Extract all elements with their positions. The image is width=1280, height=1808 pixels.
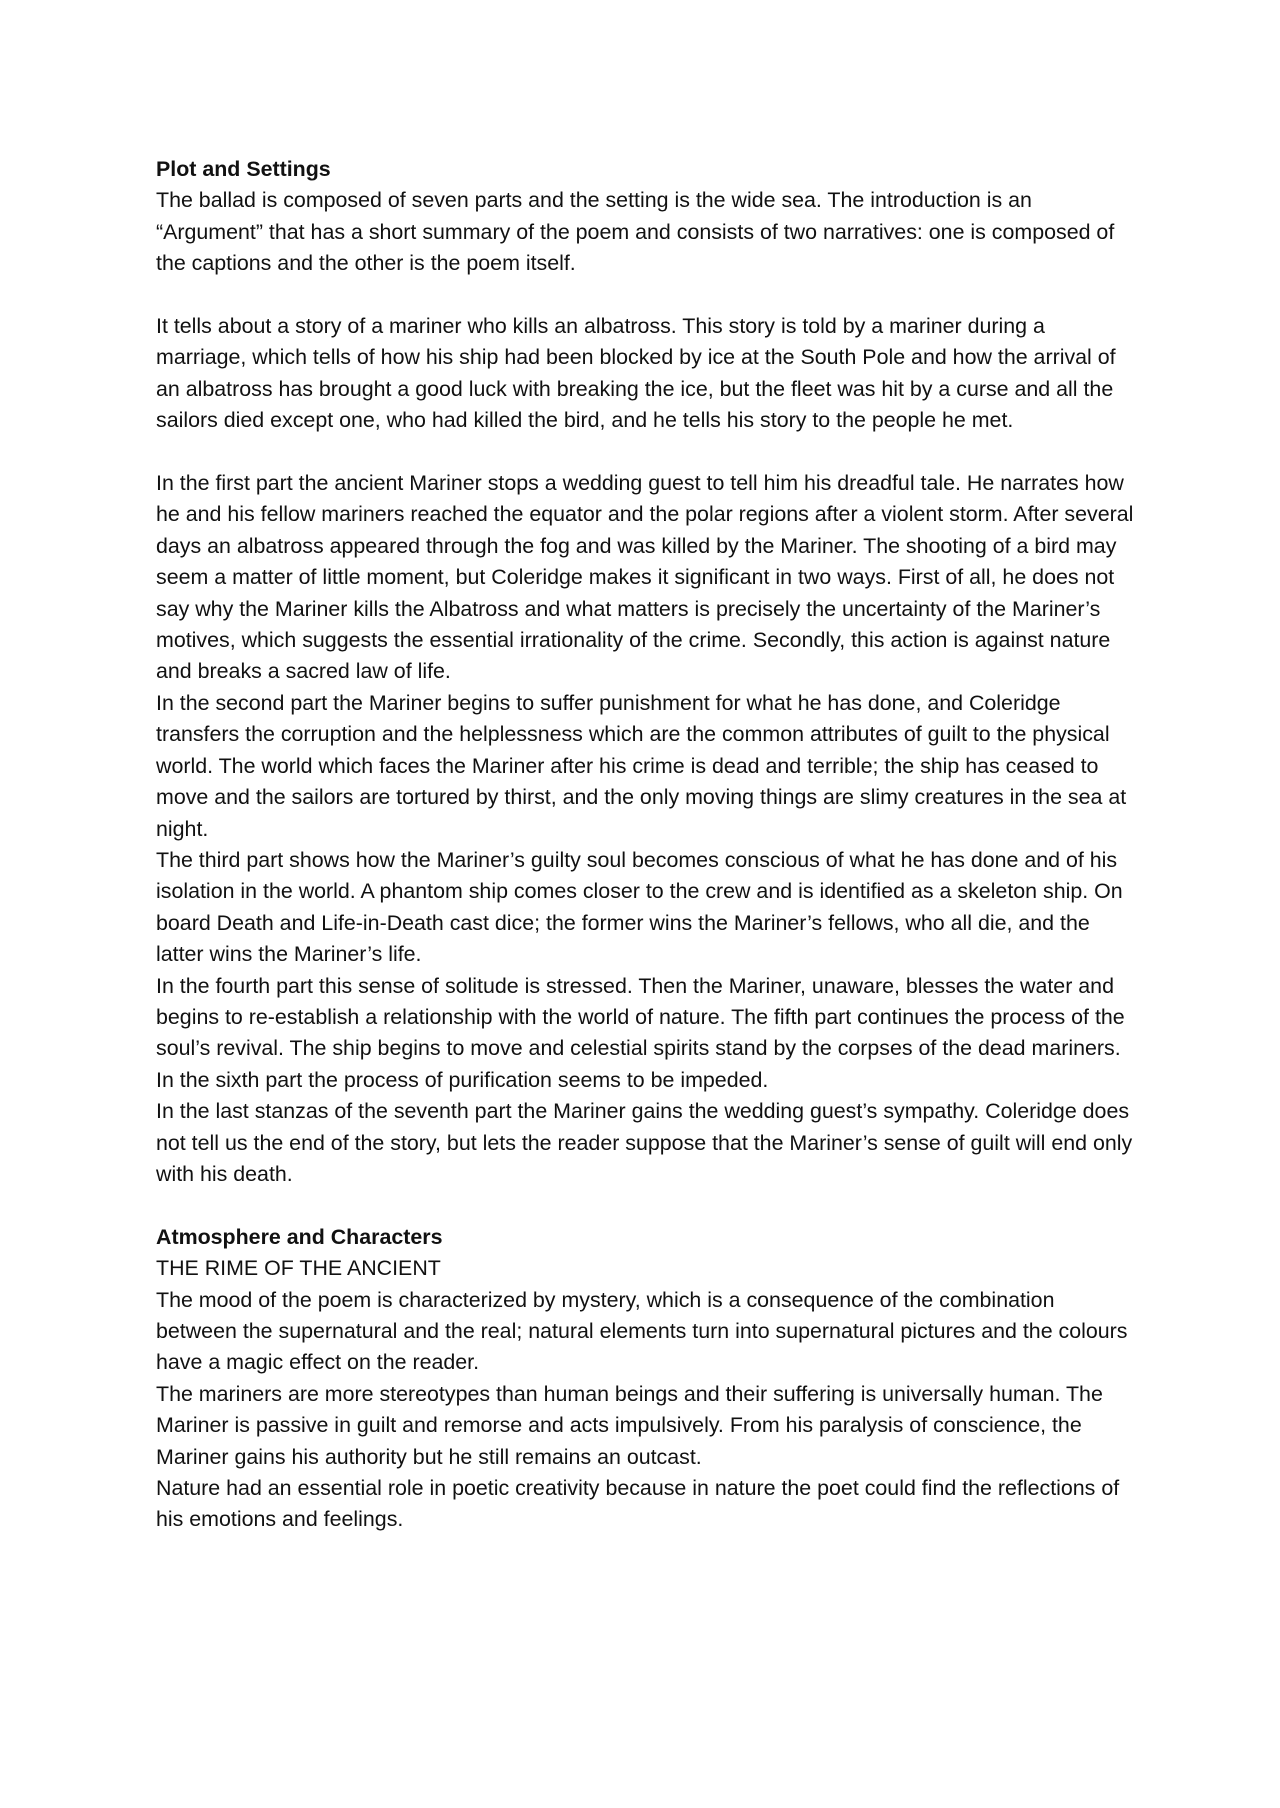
paragraph-part-one: In the first part the ancient Mariner stops a wedding guest to tell him his dreadful tale. He narrates how he and his fellow mariners reached the equator and the polar regions after a violent storm. After several days an albatross appeared through the fog and was killed by the Mariner. The shooting of a bird may seem a matter of little moment, but Coleridge makes it significant in two ways. First of all, he does not say why the Mariner kills the Albatross and what matters is precisely the uncertainty of the Mariner’s motives, which suggests the essential irrationality of the crime. Secondly, this action is against nature and breaks a sacred law of life. (156, 471, 1134, 684)
paragraph-part-three: The third part shows how the Mariner’s guilty soul becomes conscious of what he has done and of his isolation in the world. A phantom ship comes closer to the crew and is identified as a skeleton ship. On board Death and Life-in-Death cast dice; the former wins the Mariner’s fellows, who all die, and the latter wins the Mariner’s life. (156, 847, 1123, 967)
section-subheading: THE RIME OF THE ANCIENT (156, 1256, 441, 1281)
paragraph-gap (156, 1190, 1136, 1221)
section-heading-atmosphere-and-characters: Atmosphere and Characters (156, 1224, 443, 1249)
paragraph-story-summary: It tells about a story of a mariner who kills an albatross. This story is told by a mariner during a marriage, which tells of how his ship had been blocked by ice at the South Pole and how the arrival of an albatross has brought a good luck with breaking the ice, but the fleet was hit by a curse and all the sailors died except one, who had killed the bird, and he tells his story to the people he met. (156, 314, 1116, 433)
paragraph-introduction: The ballad is composed of seven parts and the setting is the wide sea. The introduction is an “Argument” that has a short summary of the poem and consists of two narratives: one is composed of the captions and the other is the poem itself. (156, 188, 1115, 276)
paragraph-part-six: In the sixth part the process of purification seems to be impeded. (156, 1067, 769, 1092)
document-page (156, 154, 1136, 1536)
paragraph-mood: The mood of the poem is characterized by mystery, which is a consequence of the combination between the supernatural and the real; natural elements turn into supernatural pictures and the colours have a magic effect on the reader. (156, 1287, 1128, 1375)
paragraph-gap (156, 280, 1136, 311)
paragraph-gap (156, 437, 1136, 468)
paragraph-part-two: In the second part the Mariner begins to suffer punishment for what he has done, and Coleridge transfers the corruption and the helplessness which are the common attributes of guilt to the physical world. The world which faces the Mariner after his crime is dead and terrible; the ship has ceased to move and the sailors are tortured by thirst, and the only moving things are slimy creatures in the sea at night. (156, 690, 1127, 841)
paragraph-mariners: The mariners are more stereotypes than human beings and their suffering is universally human. The Mariner is passive in guilt and remorse and acts impulsively. From his paralysis of conscience, the Mariner gains his authority but he still remains an outcast. (156, 1381, 1103, 1469)
paragraph-part-four-five: In the fourth part this sense of solitude is stressed. Then the Mariner, unaware, blesses the water and begins to re-establish a relationship with the world of nature. The fifth part continues the process of the soul’s revival. The ship begins to move and celestial spirits stand by the corpses of the dead mariners. (156, 973, 1125, 1061)
paragraph-part-seven: In the last stanzas of the seventh part the Mariner gains the wedding guest’s sympathy. Coleridge does not tell us the end of the story, but lets the reader suppose that the Mariner’s sense of guilt will end only with his death. (156, 1099, 1133, 1186)
paragraph-nature: Nature had an essential role in poetic creativity because in nature the poet could find the reflections of his emotions and feelings. (156, 1476, 1120, 1532)
section-heading-plot-and-settings: Plot and Settings (156, 157, 331, 181)
